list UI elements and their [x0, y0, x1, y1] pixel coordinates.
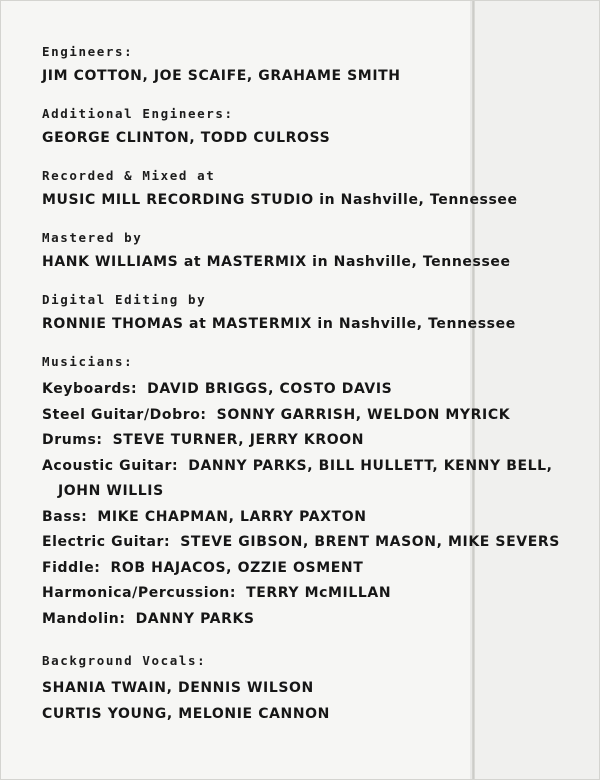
musician-row-acoustic-guitar	[42, 454, 592, 480]
instrument-label: Keyboards:	[42, 381, 138, 397]
credits-list	[42, 44, 592, 748]
recording-studio: MUSIC MILL RECORDING STUDIO in Nashville, Tennessee	[42, 192, 518, 208]
instrument-label: Mandolin:	[42, 610, 126, 627]
musician-names: MIKE CHAPMAN, LARRY PAXTON	[97, 508, 367, 525]
musician-row-keyboards	[42, 377, 592, 403]
credits-musicians	[42, 354, 592, 632]
digital-editing-credit: RONNIE THOMAS at MASTERMIX in Nashville, Tennessee	[42, 316, 516, 332]
section-heading: Digital Editing by	[42, 292, 207, 307]
credits-background-vocals	[42, 653, 592, 727]
musician-row-steel-guitar	[42, 403, 592, 429]
section-heading: Engineers:	[42, 44, 134, 59]
section-heading: Musicians:	[42, 354, 134, 369]
instrument-label: Drums:	[42, 432, 103, 448]
musician-names: DANNY PARKS, BILL HULLETT, KENNY BELL,	[188, 457, 553, 474]
musician-row-electric-guitar	[42, 530, 592, 556]
instrument-label: Steel Guitar/Dobro:	[42, 406, 207, 423]
credits-mastered	[42, 230, 592, 271]
credits-recorded	[42, 168, 592, 209]
vocalist-names: SHANIA TWAIN, DENNIS WILSON	[42, 680, 314, 696]
musician-names: STEVE GIBSON, BRENT MASON, MIKE SEVERS	[180, 534, 560, 550]
credits-additional-engineers	[42, 106, 592, 147]
credits-digital-editing	[42, 292, 592, 333]
instrument-label: Bass:	[42, 508, 88, 525]
vocalist-names: CURTIS YOUNG, MELONIE CANNON	[42, 705, 330, 722]
musician-names: JOHN WILLIS	[58, 483, 164, 499]
engineer-names: JIM COTTON, JOE SCAIFE, GRAHAME SMITH	[42, 68, 401, 84]
musician-row-mandolin	[42, 607, 592, 633]
section-heading: Background Vocals:	[42, 653, 207, 668]
mastering-credit: HANK WILLIAMS at MASTERMIX in Nashville, Tennessee	[42, 254, 511, 270]
instrument-label: Acoustic Guitar:	[42, 457, 179, 474]
musician-names: STEVE TURNER, JERRY KROON	[112, 432, 365, 448]
musician-names: SONNY GARRISH, WELDON MYRICK	[216, 406, 511, 423]
musician-row-bass	[42, 505, 592, 531]
additional-engineer-names: GEORGE CLINTON, TODD CULROSS	[42, 130, 331, 146]
instrument-label: Fiddle:	[42, 559, 101, 576]
section-heading: Recorded & Mixed at	[42, 168, 216, 183]
section-heading: Additional Engineers:	[42, 106, 234, 121]
credits-engineers	[42, 44, 592, 85]
musician-row-drums	[42, 428, 592, 454]
musician-row-acoustic-guitar-cont	[42, 479, 592, 505]
musician-names: TERRY McMILLAN	[246, 585, 392, 601]
musician-names: DAVID BRIGGS, COSTO DAVIS	[147, 381, 393, 397]
instrument-label: Harmonica/Percussion:	[42, 585, 237, 601]
musician-row-fiddle	[42, 556, 592, 582]
instrument-label: Electric Guitar:	[42, 534, 171, 550]
musician-row-harmonica	[42, 581, 592, 607]
musician-names: DANNY PARKS	[135, 610, 255, 627]
musician-names: ROB HAJACOS, OZZIE OSMENT	[110, 559, 364, 576]
section-heading: Mastered by	[42, 230, 143, 245]
